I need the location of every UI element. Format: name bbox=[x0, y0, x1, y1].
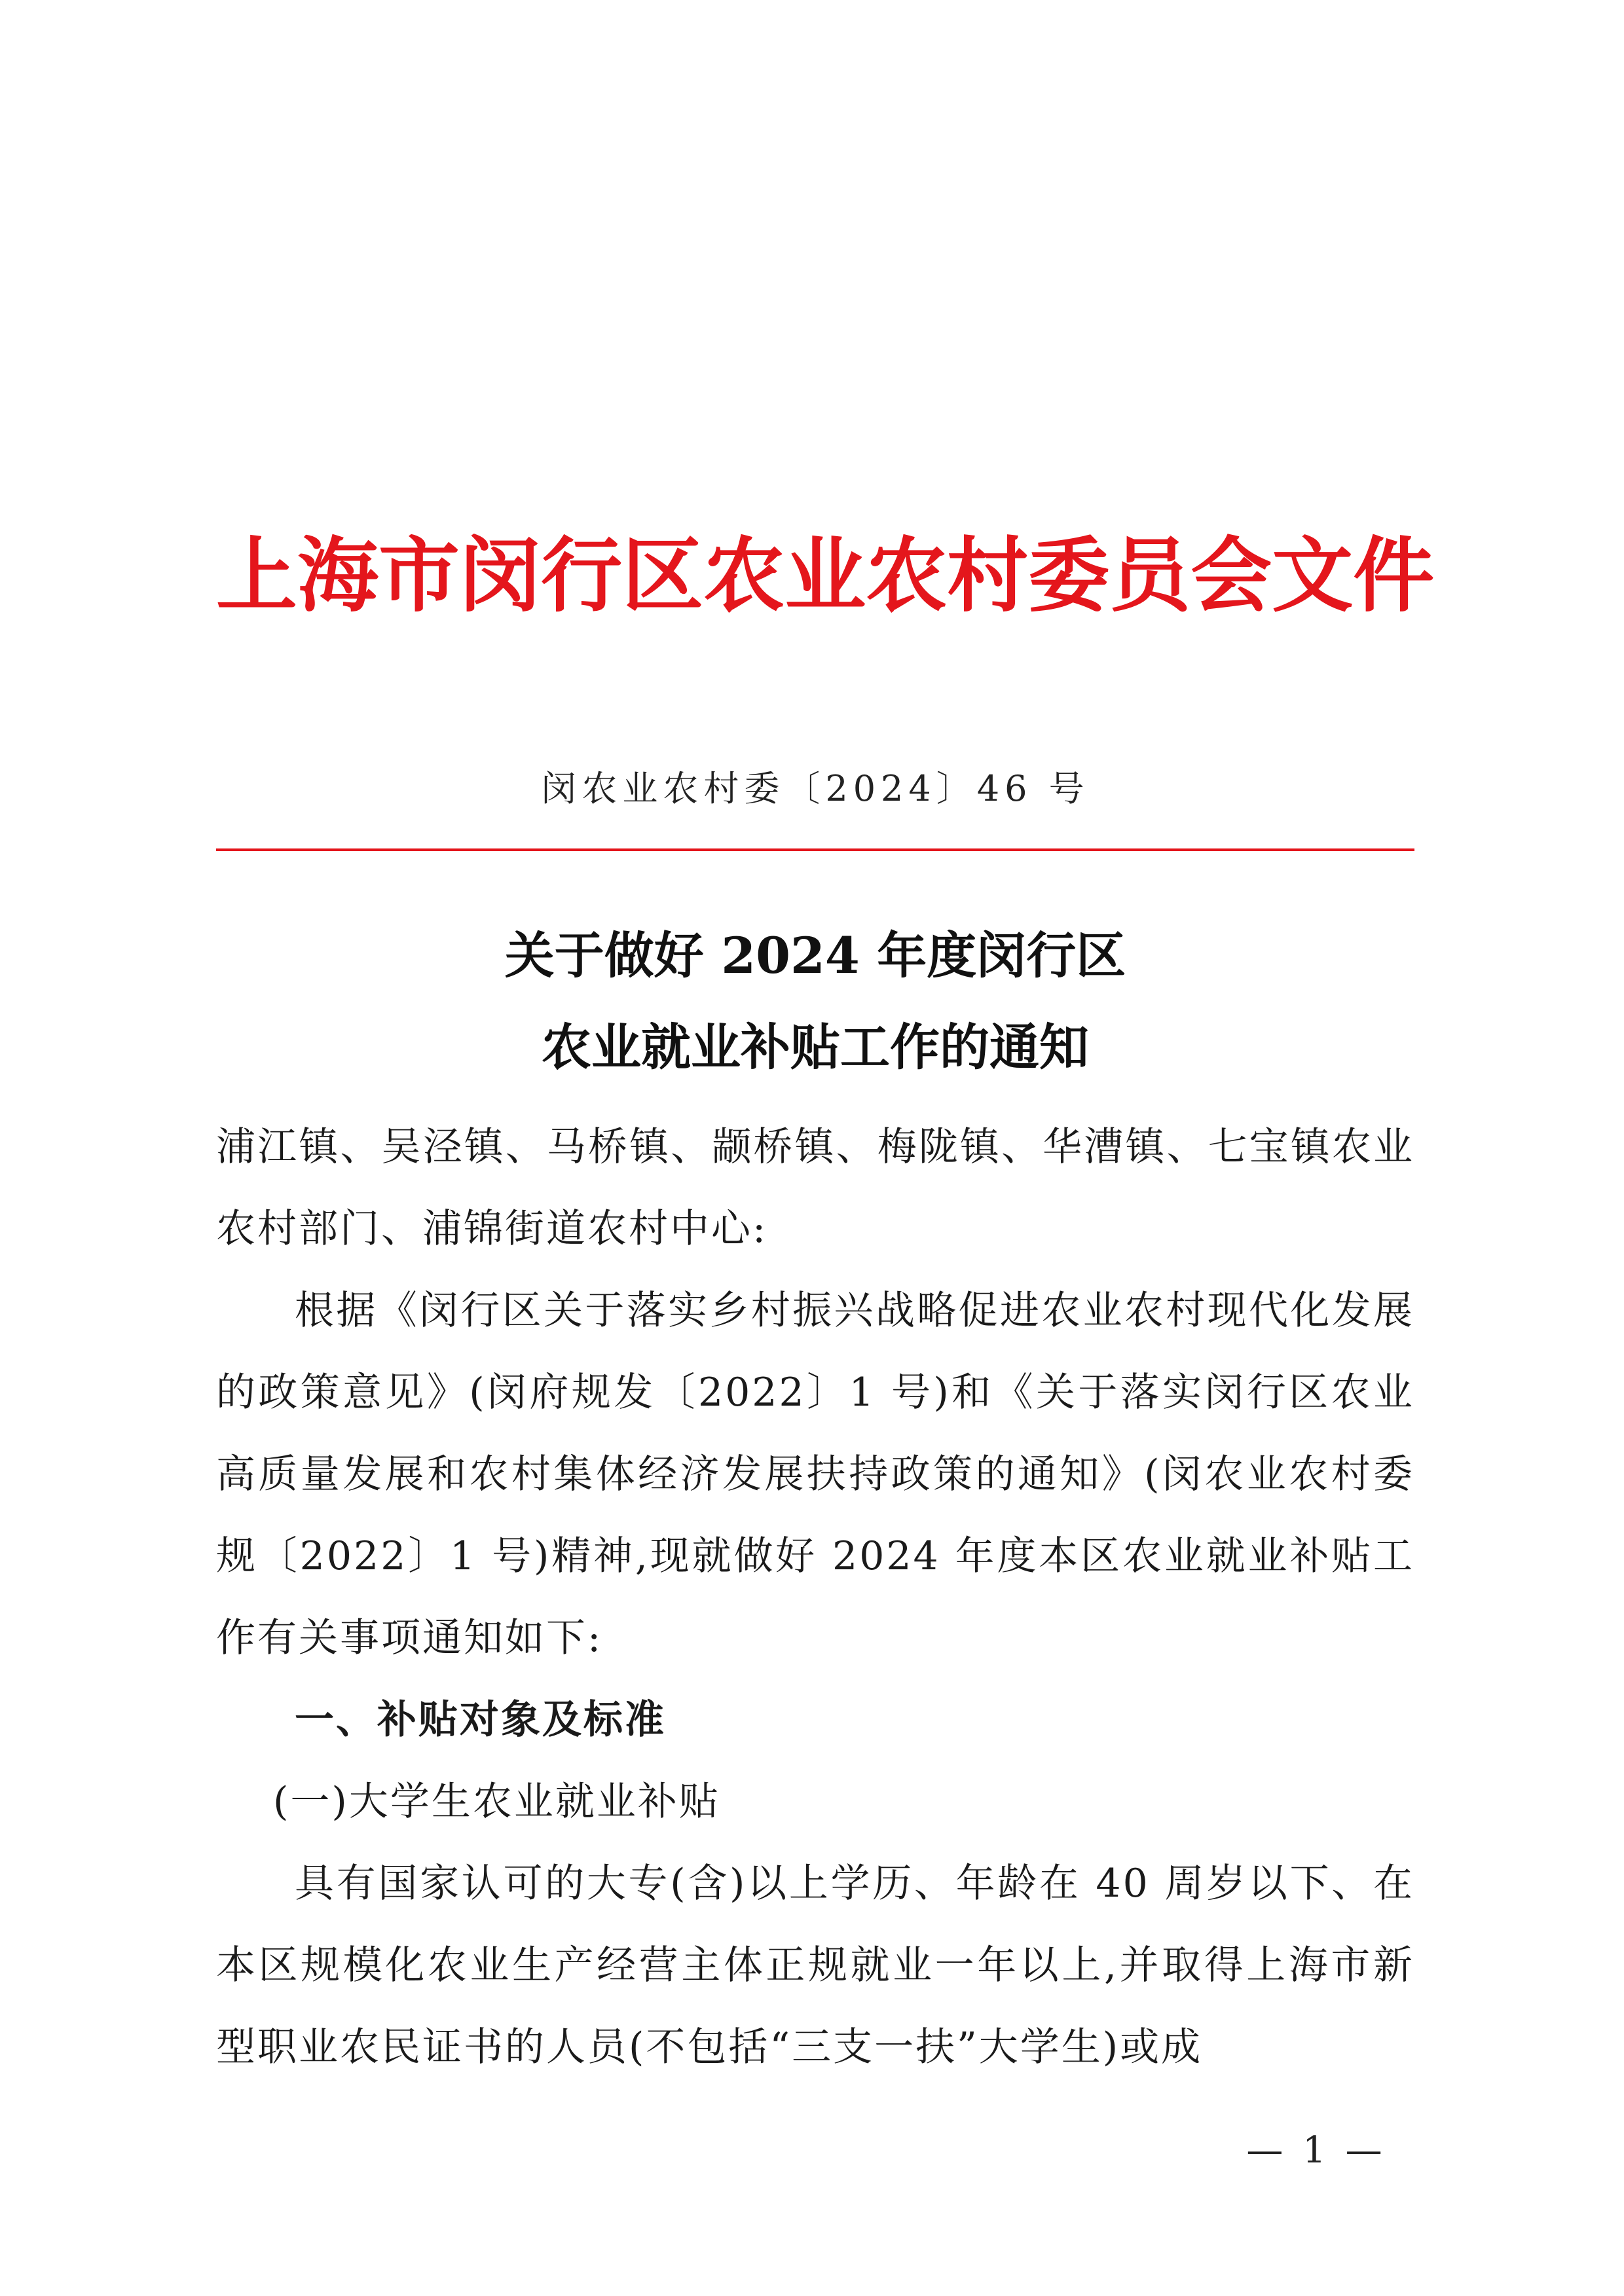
masthead-char: 行 bbox=[541, 528, 623, 623]
subsection-heading-1: (一)大学生农业就业补贴 bbox=[273, 1779, 720, 1825]
masthead-char: 件 bbox=[1353, 528, 1435, 623]
masthead-char: 区 bbox=[622, 528, 704, 623]
section-heading-1: 一、补贴对象及标准 bbox=[295, 1697, 666, 1743]
addressee: 浦江镇、吴泾镇、马桥镇、颛桥镇、梅陇镇、华漕镇、七宝镇农业农村部门、浦锦街道农村中心: bbox=[216, 1124, 1414, 1252]
masthead-char: 市 bbox=[378, 528, 460, 623]
page-number: — 1 — bbox=[1246, 2129, 1386, 2172]
masthead-char: 闵 bbox=[460, 528, 542, 623]
title-line-1: 关于做好 2024 年度闵行区 bbox=[504, 926, 1126, 985]
masthead-char: 员 bbox=[1109, 528, 1191, 623]
masthead-char: 农 bbox=[703, 528, 785, 623]
masthead-char: 业 bbox=[784, 528, 866, 623]
red-divider-line bbox=[216, 848, 1414, 851]
masthead-char: 村 bbox=[947, 528, 1029, 623]
paragraph-2: 具有国家认可的大专(含)以上学历、年龄在 40 周岁以下、在本区规模化农业生产经营主体正规就业一年以上,并取得上海市新型职业农民证书的人员(不包括“三支一扶”大学生)或成 bbox=[216, 1861, 1414, 2070]
masthead-char: 上 bbox=[216, 528, 298, 623]
paragraph-1: 根据《闵行区关于落实乡村振兴战略促进农业农村现代化发展的政策意见》(闵府规发〔2022〕1 号)和《关于落实闵行区农业高质量发展和农村集体经济发展扶持政策的通知》(闵农业农村委规〔2022〕1 号)精神,现就做好 2024 年度本区农业就业补贴工作有关事项通知如下: bbox=[216, 1288, 1414, 1661]
document-title bbox=[216, 910, 1414, 1093]
masthead-char: 海 bbox=[297, 528, 379, 623]
masthead-char: 会 bbox=[1190, 528, 1272, 623]
title-line-2: 农业就业补贴工作的通知 bbox=[542, 1018, 1089, 1076]
masthead-title bbox=[216, 507, 1435, 645]
masthead-char: 委 bbox=[1028, 528, 1110, 623]
document-number: 闵农业农村委〔2024〕46 号 bbox=[541, 768, 1090, 809]
document-body bbox=[216, 1106, 1414, 2088]
masthead-char: 农 bbox=[866, 528, 948, 623]
masthead-char: 文 bbox=[1272, 528, 1354, 623]
